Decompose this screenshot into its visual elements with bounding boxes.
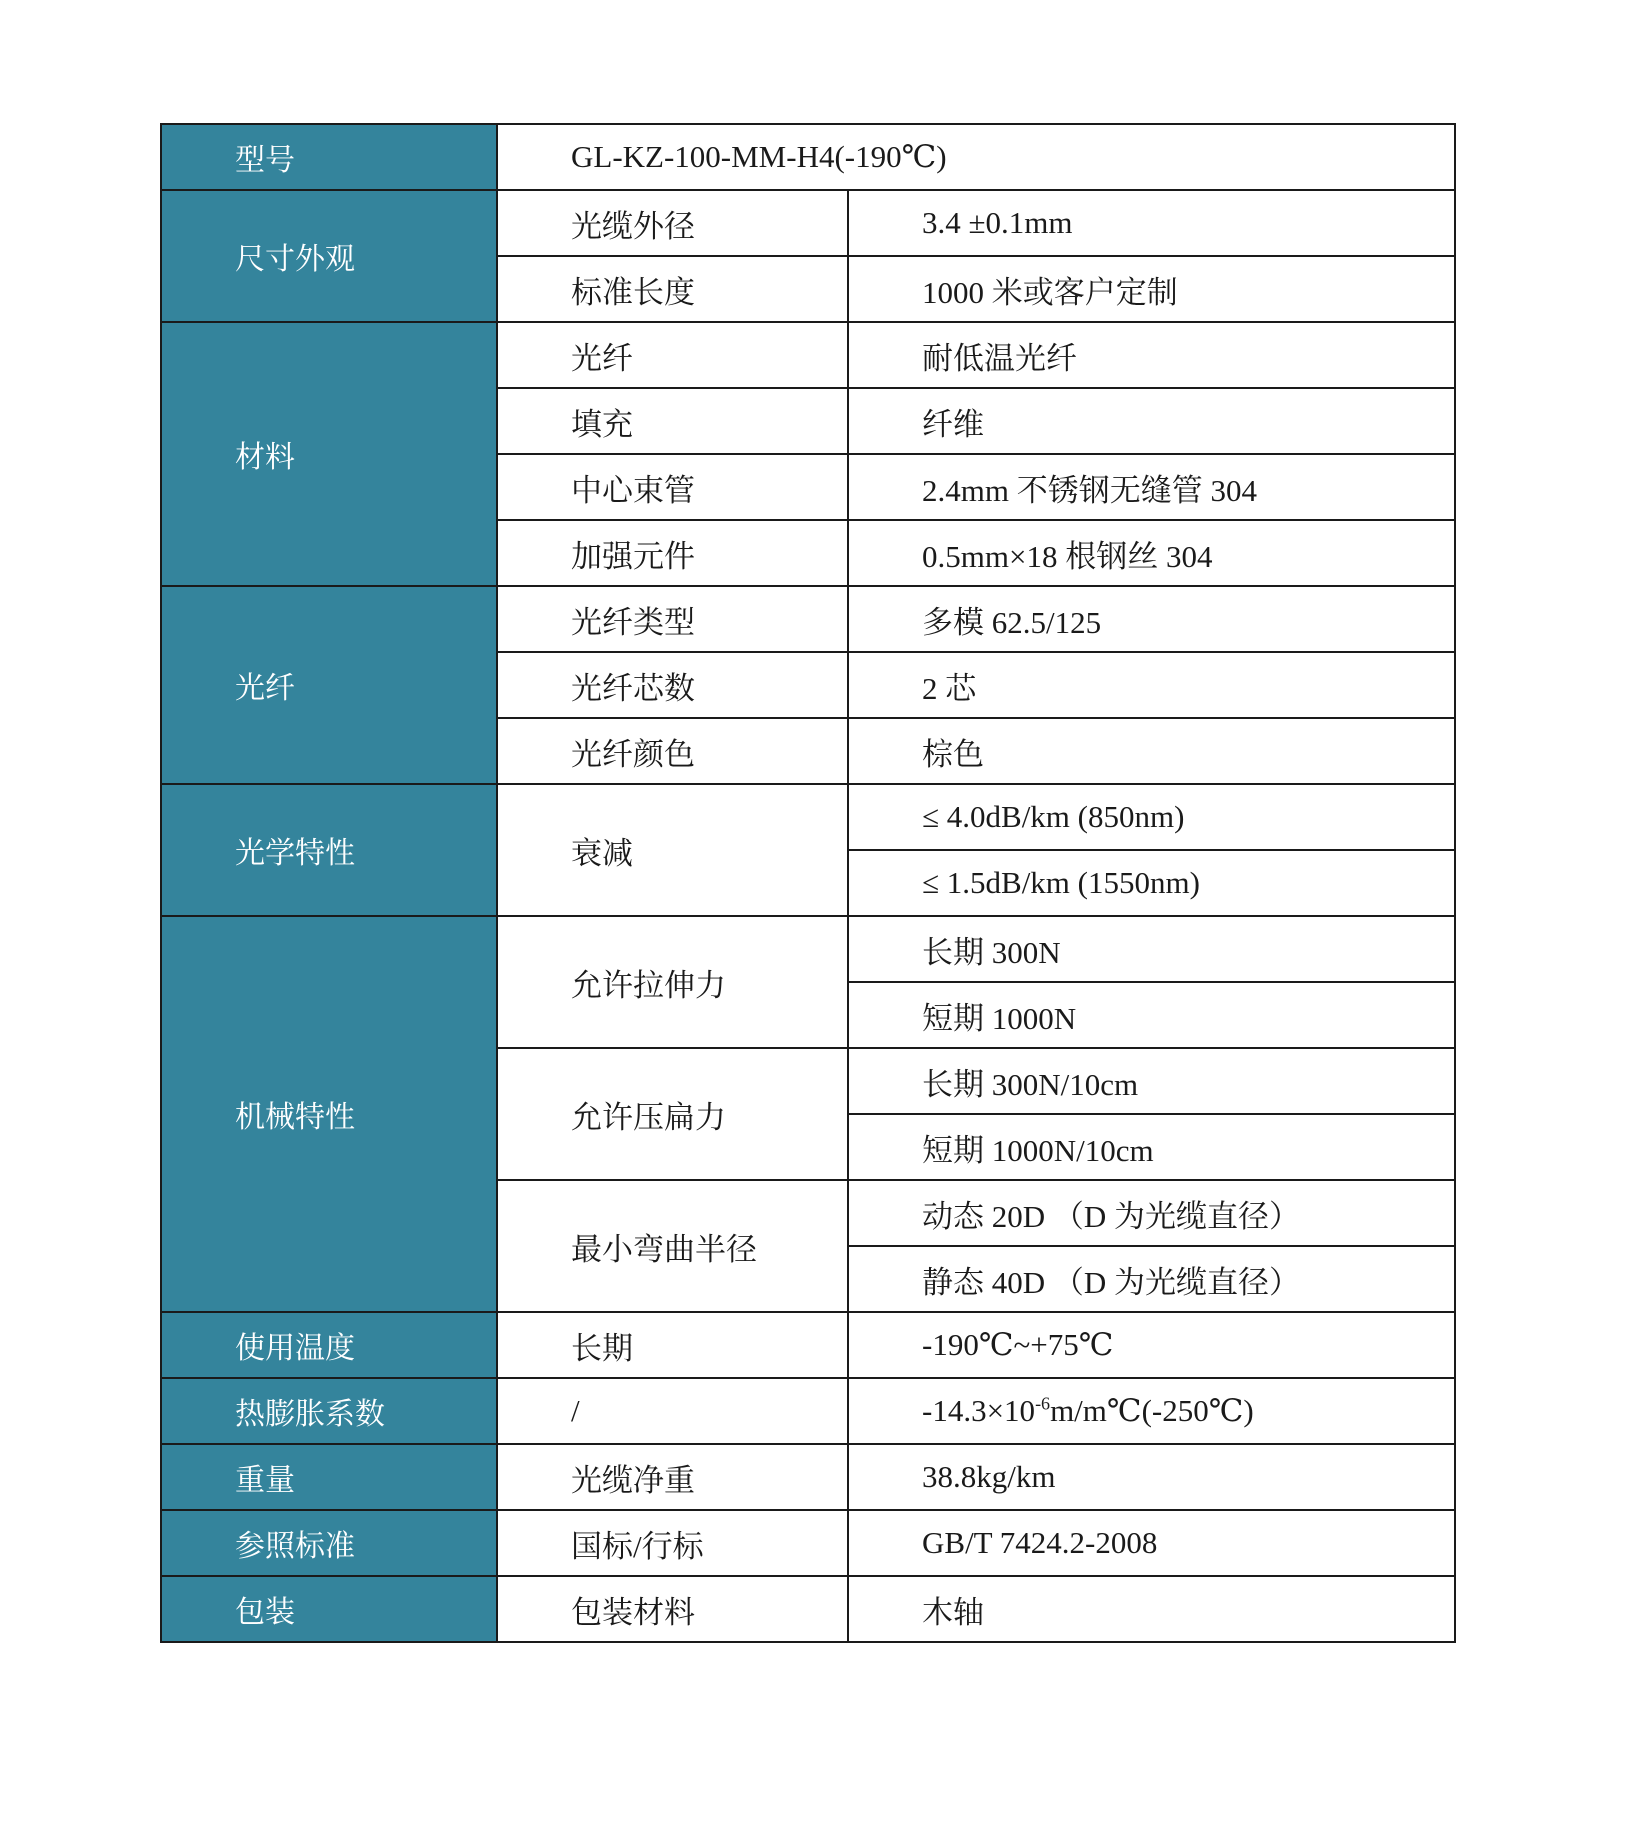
value-cell: 动态 20D （D 为光缆直径） xyxy=(848,1180,1455,1246)
category-standard: 参照标准 xyxy=(161,1510,497,1576)
value-cell: GB/T 7424.2-2008 xyxy=(848,1510,1455,1576)
row-fiber-1 xyxy=(161,586,1455,652)
row-materials-1 xyxy=(161,322,1455,388)
param-cell: 允许拉伸力 xyxy=(497,916,848,1048)
param-cell: 包装材料 xyxy=(497,1576,848,1642)
param-cell: 加强元件 xyxy=(497,520,848,586)
param-cell: 填充 xyxy=(497,388,848,454)
param-cell: 衰减 xyxy=(497,784,848,916)
category-mechanical: 机械特性 xyxy=(161,916,497,1312)
row-mechanical-1 xyxy=(161,916,1455,982)
param-cell: 长期 xyxy=(497,1312,848,1378)
expansion-value-unit: m/m℃(-250℃) xyxy=(1050,1393,1254,1428)
value-cell: 长期 300N xyxy=(848,916,1455,982)
row-temperature xyxy=(161,1312,1455,1378)
category-materials: 材料 xyxy=(161,322,497,586)
value-cell: 耐低温光纤 xyxy=(848,322,1455,388)
param-cell: 标准长度 xyxy=(497,256,848,322)
param-cell: 光纤颜色 xyxy=(497,718,848,784)
row-dimensions-1 xyxy=(161,190,1455,256)
value-cell: 长期 300N/10cm xyxy=(848,1048,1455,1114)
param-cell: / xyxy=(497,1378,848,1444)
param-cell: 最小弯曲半径 xyxy=(497,1180,848,1312)
param-cell: 光纤类型 xyxy=(497,586,848,652)
value-cell: 纤维 xyxy=(848,388,1455,454)
param-cell: 光缆外径 xyxy=(497,190,848,256)
category-model: 型号 xyxy=(161,124,497,190)
category-dimensions: 尺寸外观 xyxy=(161,190,497,322)
value-cell: 2.4mm 不锈钢无缝管 304 xyxy=(848,454,1455,520)
row-packaging xyxy=(161,1576,1455,1642)
value-cell: 3.4 ±0.1mm xyxy=(848,190,1455,256)
expansion-value-cell xyxy=(848,1378,1455,1444)
value-cell: 0.5mm×18 根钢丝 304 xyxy=(848,520,1455,586)
row-optical-1 xyxy=(161,784,1455,850)
spec-table xyxy=(160,123,1456,1643)
param-cell: 光纤 xyxy=(497,322,848,388)
value-cell: 1000 米或客户定制 xyxy=(848,256,1455,322)
param-cell: 光纤芯数 xyxy=(497,652,848,718)
category-weight: 重量 xyxy=(161,1444,497,1510)
value-cell: ≤ 1.5dB/km (1550nm) xyxy=(848,850,1455,916)
expansion-value-exponent: -6 xyxy=(1035,1393,1051,1414)
value-cell: ≤ 4.0dB/km (850nm) xyxy=(848,784,1455,850)
value-cell: 多模 62.5/125 xyxy=(848,586,1455,652)
model-value: GL-KZ-100-MM-H4(-190℃) xyxy=(497,124,1455,190)
value-cell: 2 芯 xyxy=(848,652,1455,718)
row-model xyxy=(161,124,1455,190)
param-cell: 允许压扁力 xyxy=(497,1048,848,1180)
category-temperature: 使用温度 xyxy=(161,1312,497,1378)
param-cell: 光缆净重 xyxy=(497,1444,848,1510)
value-cell: 静态 40D （D 为光缆直径） xyxy=(848,1246,1455,1312)
row-weight xyxy=(161,1444,1455,1510)
param-cell: 国标/行标 xyxy=(497,1510,848,1576)
row-standard xyxy=(161,1510,1455,1576)
value-cell: 短期 1000N xyxy=(848,982,1455,1048)
category-packaging: 包装 xyxy=(161,1576,497,1642)
value-cell: -190℃~+75℃ xyxy=(848,1312,1455,1378)
value-cell: 38.8kg/km xyxy=(848,1444,1455,1510)
category-expansion: 热膨胀系数 xyxy=(161,1378,497,1444)
value-cell: 棕色 xyxy=(848,718,1455,784)
row-expansion xyxy=(161,1378,1455,1444)
category-optical: 光学特性 xyxy=(161,784,497,916)
expansion-value-base: -14.3×10 xyxy=(922,1393,1036,1428)
param-cell: 中心束管 xyxy=(497,454,848,520)
value-cell: 短期 1000N/10cm xyxy=(848,1114,1455,1180)
value-cell: 木轴 xyxy=(848,1576,1455,1642)
category-fiber: 光纤 xyxy=(161,586,497,784)
